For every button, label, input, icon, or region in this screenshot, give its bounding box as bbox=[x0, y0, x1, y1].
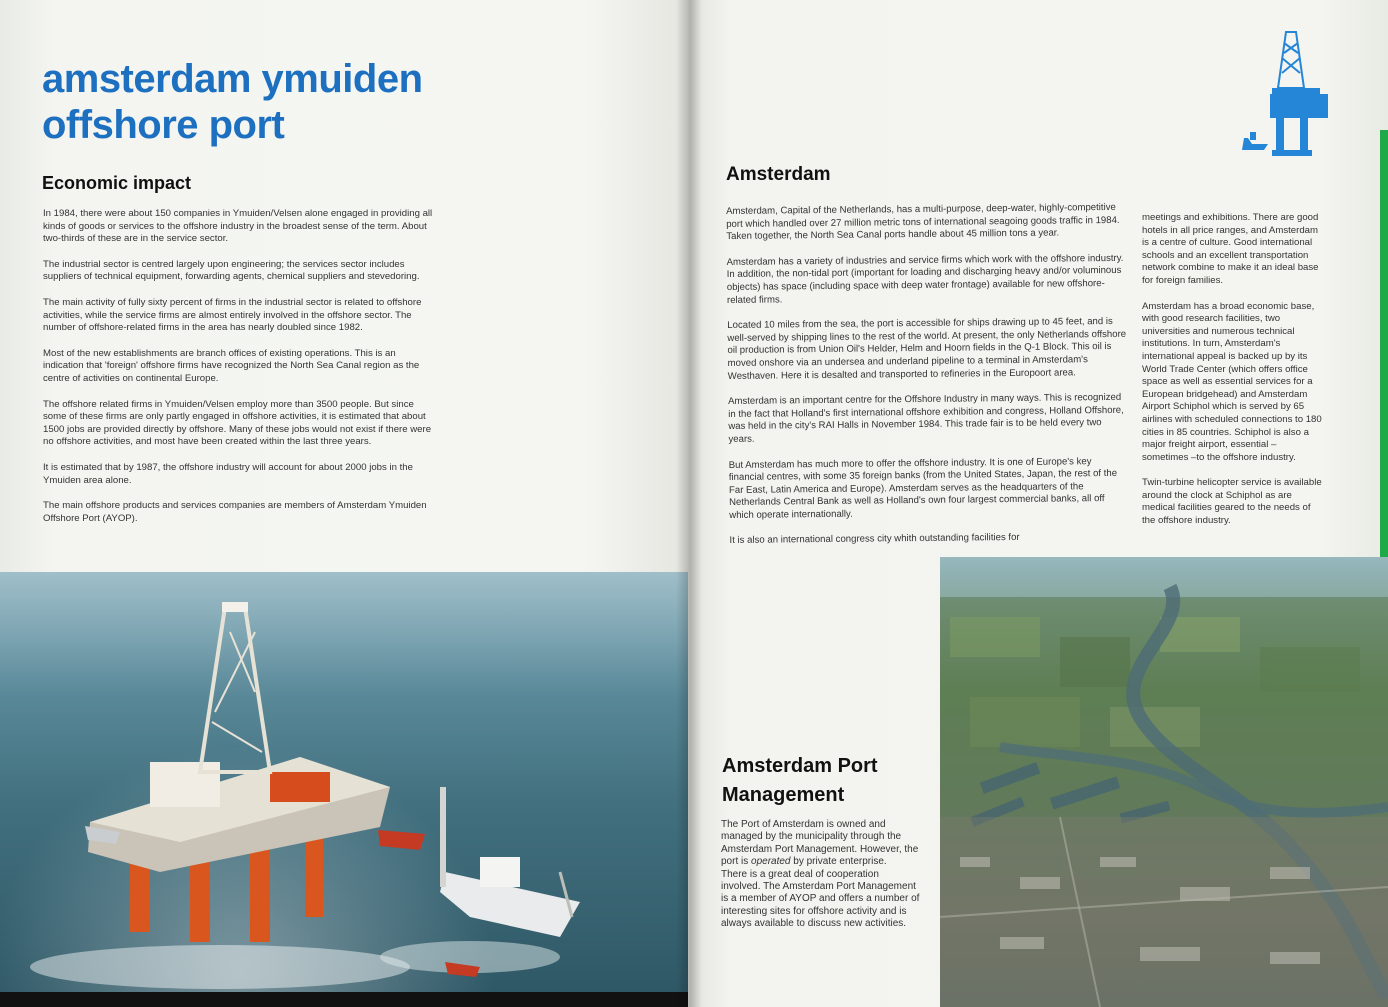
paragraph: meetings and exhibitions. There are good hotels in all price ranges, and Amsterdam is a centre of culture. Good international schools and an excellent transportation network combine to make it an ideal base for foreign families. bbox=[1142, 212, 1319, 286]
page-bottom-edge bbox=[0, 992, 688, 1007]
paragraph: Amsterdam is an important centre for the Offshore Industry in many ways. This is recognized in the fact that Holland's first international offshore exhibition and congress, Holland Offshore, was held in the city's RAI Halls in November 1984. This trade fair is to be held every two years. bbox=[727, 391, 1124, 445]
main-title bbox=[42, 56, 423, 148]
paragraph: Amsterdam, Capital of the Netherlands, has a multi-purpose, deep-water, highly-competitive port which handled over 27 million metric tons of international seagoing goods traffic in 1984. Taken together, the North Sea Canal ports handle about 45 million tons a year. bbox=[726, 201, 1120, 243]
offshore-rig-and-ship-icon bbox=[1242, 28, 1342, 162]
paragraph: Most of the new establishments are branch offices of existing operations. This is an indication that 'foreign' offshore firms have recognized the North Sea Canal region as the centre of activities on continental Europe. bbox=[43, 347, 420, 384]
amsterdam-aerial-photo bbox=[940, 557, 1388, 1007]
paragraph: But Amsterdam has much more to offer the offshore industry. It is one of Europe's key financial centres, with some 35 foreign banks (from the United States, Japan, the rest of the Far East, Latin America and Europe). Amsterdam serves as the headquarters of the Netherlands Central Bank as well as Holland's own four largest commercial banks, all off which operate internationally. bbox=[728, 455, 1118, 521]
amsterdam-text-column-1 bbox=[726, 202, 1130, 561]
right-page bbox=[688, 0, 1388, 1007]
paragraph: It is also an international congress city whith outstanding facilities for bbox=[729, 532, 1020, 547]
paragraph: It is estimated that by 1987, the offshore industry will account for about 2000 jobs in the Ymuiden area alone. bbox=[43, 461, 413, 486]
paragraph bbox=[721, 819, 921, 869]
port-management-text bbox=[721, 819, 921, 931]
offshore-rig-photo bbox=[0, 572, 688, 992]
paragraph: Twin-turbine helicopter service is available around the clock at Schiphol as are medical facilities geared to the needs of the offshore industry. bbox=[1142, 477, 1322, 527]
amsterdam-heading: Amsterdam bbox=[726, 164, 831, 185]
port-management-text-part-2: by private enterprise. bbox=[790, 856, 887, 868]
economic-impact-heading: Economic impact bbox=[42, 173, 192, 193]
page-edge-tab bbox=[1380, 130, 1388, 560]
paragraph: Amsterdam has a variety of industries and service firms which work with the offshore industry. In addition, the non-tidal port (important for loading and discharging heavy and/or voluminous objects) has space (including space with deep water frontage) available for new offshore-related firms. bbox=[726, 252, 1124, 306]
paragraph: In 1984, there were about 150 companies in Ymuiden/Velsen alone engaged in providing all kinds of goods or services to the offshore industry in the broadest sense of the term. About two-thirds of these are in the service sector. bbox=[43, 208, 433, 245]
amsterdam-text-column-2 bbox=[1142, 212, 1324, 541]
paragraph: The main offshore products and services companies are members of Amsterdam Ymuiden Offshore Port (AYOP). bbox=[43, 500, 427, 524]
economic-impact-text bbox=[43, 208, 435, 538]
port-management-heading: Amsterdam Port Management bbox=[722, 755, 878, 806]
left-page bbox=[0, 0, 688, 1007]
aerial-map-illustration bbox=[940, 557, 1388, 1007]
paragraph: The offshore related firms in Ymuiden/Velsen employ more than 3500 people. But since some of these firms are only partly engaged in offshore activities, it is estimated that about 1500 jobs are provided directly by offshore. Many of these jobs would not exist if there were no offshore activities, and most have been created within the last three years. bbox=[43, 398, 432, 448]
offshore-rig-illustration bbox=[0, 572, 688, 992]
paragraph: Amsterdam has a broad economic base, with good research facilities, two universities and numerous technical institutions. In turn, Amsterdam's international appeal is backed up by its World Trade Center (which offers office space as well as essential services for a European bridgehead) and Amsterdam Airport Schiphol which is served by 65 airlines with scheduled connections to 180 cities in 85 countries. Schiphol is also a major freight airport, essential – sometimes –to the offshore industry. bbox=[1142, 300, 1322, 463]
port-management-text-part-1: The Port of Amsterdam is owned and managed by the municipality through the Amsterdam Port Management. However, the port is bbox=[721, 819, 919, 868]
main-title-line-1: amsterdam ymuiden bbox=[42, 57, 423, 101]
operated-emphasis: operated bbox=[751, 856, 791, 868]
main-title-line-2: offshore port bbox=[42, 103, 285, 147]
paragraph: Located 10 miles from the sea, the port is accessible for ships drawing up to 45 feet, and is well-served by shipping lines to the rest of the world. At present, the only Netherlands offshore oil production is from Union Oil's Helder, Helm and Hoorn fields in the Q-1 Block. This oil is moved onshore via an undersea and underland pipeline to a terminal in Amsterdam's Westhaven. Here it is desalted and transported to refineries in the Europoort area. bbox=[727, 316, 1127, 382]
paragraph: The industrial sector is centred largely upon engineering; the services sector includes suppliers of technical equipment, forwarding agents, chemical suppliers and stevedoring. bbox=[43, 258, 420, 283]
paragraph: The main activity of fully sixty percent of firms in the industrial sector is related to offshore activities, while the service firms are almost entirely involved in the offshore sector. The number of offshore-related firms in the area has nearly doubled since 1982. bbox=[43, 296, 422, 334]
paragraph: There is a great deal of cooperation involved. The Amsterdam Port Management is a member of AYOP and offers a number of interesting sites for offshore activity and is always available to discuss new activities. bbox=[721, 868, 920, 930]
